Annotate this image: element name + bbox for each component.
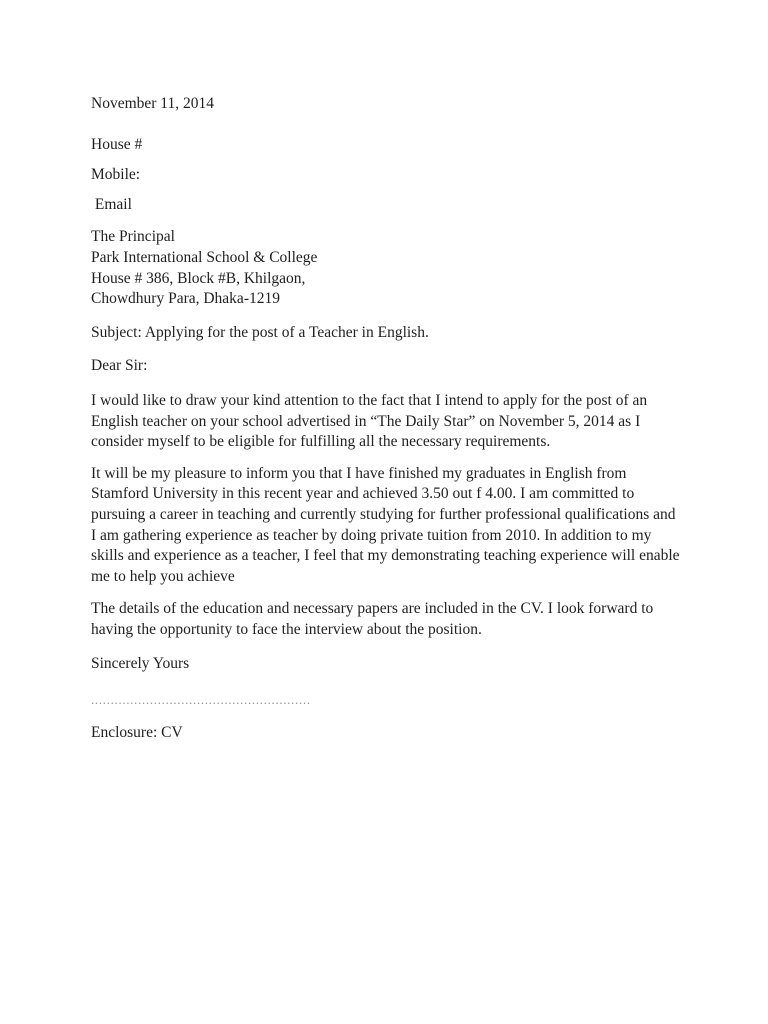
letter-date: November 11, 2014 bbox=[91, 95, 214, 112]
recipient-line-principal: The Principal bbox=[91, 228, 175, 246]
sender-mobile-line: Mobile: bbox=[91, 166, 141, 184]
recipient-line-school: Park International School & College bbox=[91, 248, 318, 266]
body-paragraph-2: It will be my pleasure to inform you that I have finished my graduates in English from Stamford University in this recent year and achieved 3.50 out f 4.00. I am committed to pursuing a career in teaching and currently studying for further professional qualifications and I am gathering experience as teacher by doing private tuition from 2010. In addition to my skills and experience as a teacher, I feel that my demonstrating teaching experience will enable me to help you achieve bbox=[91, 464, 684, 585]
recipient-line-street: House # 386, Block #B, Khilgaon, bbox=[91, 269, 306, 287]
letter-content bbox=[91, 94, 684, 743]
recipient-address-block bbox=[91, 227, 681, 309]
recipient-line-city: Chowdhury Para, Dhaka-1219 bbox=[91, 290, 280, 308]
signature-dotted-line: ........................................................ bbox=[91, 693, 311, 708]
sender-house-line: House # bbox=[91, 135, 143, 153]
sender-email-line: Email bbox=[91, 195, 132, 213]
enclosure-note: Enclosure: CV bbox=[91, 723, 183, 741]
subject-line: Subject: Applying for the post of a Teacher in English. bbox=[91, 323, 429, 341]
closing-sign-off: Sincerely Yours bbox=[91, 655, 190, 673]
salutation: Dear Sir: bbox=[91, 357, 148, 375]
body-paragraph-1: I would like to draw your kind attention to the fact that I intend to apply for the post of an English teacher on your school advertised in “The Daily Star” on November 5, 2014 as I consider myself to be eligible for fulfilling all the necessary requirements. bbox=[91, 391, 652, 451]
body-paragraph-3: The details of the education and necessary papers are included in the CV. I look forward to having the opportunity to face the interview about the position. bbox=[91, 600, 658, 638]
